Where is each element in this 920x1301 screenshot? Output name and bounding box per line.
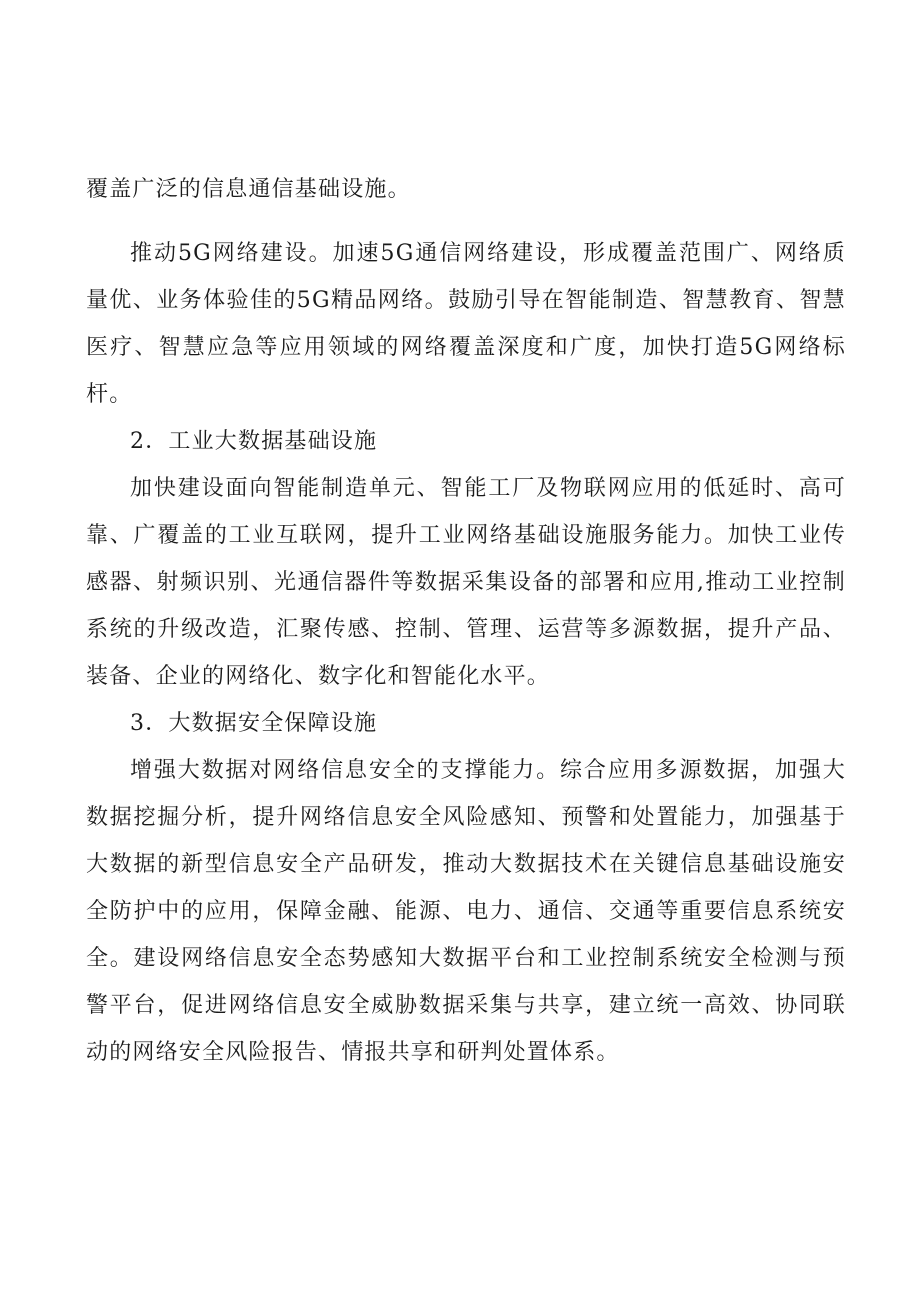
paragraph-big-data-security: 增强大数据对网络信息安全的支撑能力。综合应用多源数据，加强大数据挖掘分析，提升网络信息安全风险感知、预警和处置能力，加强基于大数据的新型信息安全产品研发，推动大数据技术在关键信息基础设施安全防护中的应用，保障金融、能源、电力、通信、交通等重要信息系统安全。建设网络信息安全态势感知大数据平台和工业控制系统安全检测与预警平台，促进网络信息安全威胁数据采集与共享，建立统一高效、协同联动的网络安全风险报告、情报共享和研判处置体系。: [86, 758, 846, 1065]
document-body: [86, 166, 846, 1076]
section-heading-big-data-security: 3．大数据安全保障设施: [130, 711, 378, 736]
continuation-paragraph: 覆盖广泛的信息通信基础设施。: [86, 177, 411, 202]
paragraph-industrial-big-data: 加快建设面向智能制造单元、智能工厂及物联网应用的低延时、高可靠、广覆盖的工业互联网，提升工业网络基础设施服务能力。加快工业传感器、射频识别、光通信器件等数据采集设备的部署和应用,推动工业控制系统的升级改造，汇聚传感、控制、管理、运营等多源数据，提升产品、装备、企业的网络化、数字化和智能化水平。: [86, 476, 846, 689]
paragraph-5g-network: 推动5G网络建设。加速5G通信网络建设，形成覆盖范围广、网络质量优、业务体验佳的5G精品网络。鼓励引导在智能制造、智慧教育、智慧医疗、智慧应急等应用领域的网络覆盖深度和广度，加快打造5G网络标杆。: [86, 241, 846, 407]
section-heading-industrial-big-data: 2．工业大数据基础设施: [130, 429, 378, 454]
